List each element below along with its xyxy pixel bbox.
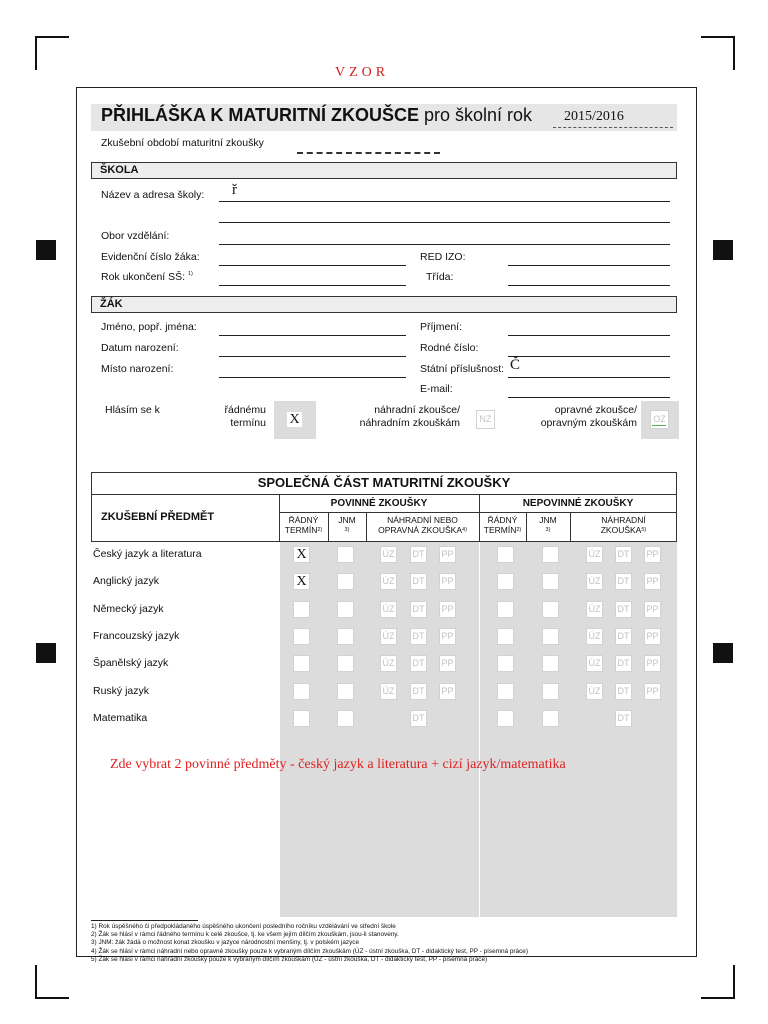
col-regular-term-line1: ŘÁDNÝ <box>288 515 319 525</box>
footnote-4: 4) Žák se hlásí v rámci náhradní nebo opravné zkoušky pouze k vybraným dílčím zkouškám (ÚZ - ústní zkouška, DT - didaktický test, PP - písemná práce) <box>91 948 528 955</box>
jnm-checkbox[interactable] <box>337 655 354 672</box>
footnote-divider <box>91 920 198 921</box>
opt-dt-checkbox[interactable]: DT <box>615 655 632 672</box>
regular-term-checkbox[interactable] <box>293 628 310 645</box>
birth-number-label: Rodné číslo: <box>420 342 479 354</box>
uz-checkbox[interactable]: ÚZ <box>380 546 397 563</box>
opt-regular-term-checkbox[interactable] <box>497 546 514 563</box>
col-opt-regular-line1: ŘÁDNÝ <box>487 515 518 525</box>
birth-date-label: Datum narození: <box>101 342 179 354</box>
subject-label: Anglický jazyk <box>93 575 159 587</box>
jnm-checkbox[interactable] <box>337 628 354 645</box>
uz-checkbox[interactable]: ÚZ <box>380 628 397 645</box>
opt-regular-term-checkbox[interactable] <box>497 710 514 727</box>
opt-regular-term-checkbox[interactable] <box>497 601 514 618</box>
repair-exam-line2: opravným zkouškám <box>540 417 637 429</box>
dt-checkbox[interactable]: DT <box>410 655 427 672</box>
regular-term-checkbox[interactable]: X <box>293 573 310 590</box>
regular-term-checkbox[interactable] <box>293 683 310 700</box>
opt-jnm-checkbox[interactable] <box>542 628 559 645</box>
col-opt-resit-line2 <box>570 525 677 535</box>
redizo-field[interactable] <box>508 265 670 266</box>
jnm-checkbox[interactable] <box>337 601 354 618</box>
regular-term-line2: termínu <box>230 417 266 429</box>
surname-field[interactable] <box>508 335 670 336</box>
opt-uz-checkbox[interactable]: ÚZ <box>586 546 603 563</box>
birth-date-field[interactable] <box>219 356 406 357</box>
citizenship-field[interactable] <box>508 377 670 378</box>
regular-term-line1: řádnému <box>224 404 266 416</box>
regular-term-checkbox[interactable]: X <box>286 411 303 428</box>
email-label: E-mail: <box>420 383 453 395</box>
subject-label: Německý jazyk <box>93 603 164 615</box>
registration-mark <box>36 643 56 663</box>
redizo-label: RED IZO: <box>420 251 466 263</box>
opt-uz-checkbox[interactable]: ÚZ <box>586 601 603 618</box>
opt-jnm-checkbox[interactable] <box>542 546 559 563</box>
student-number-field[interactable] <box>219 265 406 266</box>
dt-checkbox[interactable]: DT <box>410 573 427 590</box>
footnote-ref-1: 1) <box>187 271 193 277</box>
dt-checkbox[interactable]: DT <box>410 683 427 700</box>
opt-uz-checkbox[interactable]: ÚZ <box>586 573 603 590</box>
subject-column-header: ZKUŠEBNÍ PŘEDMĚT <box>101 511 215 523</box>
resit-exam-line1: náhradní zkoušce/ <box>374 404 460 416</box>
col-opt-regular-term <box>479 515 526 535</box>
oz-green-mark <box>652 425 666 426</box>
footnote-3: 3) JNM: žák žádá o možnost konat zkoušku v jazyce národnostní menšiny, tj. v polském jazyce <box>91 939 360 946</box>
repair-exam-line1: opravné zkoušce/ <box>554 404 637 416</box>
opt-dt-checkbox[interactable]: DT <box>615 573 632 590</box>
subject-label: Český jazyk a literatura <box>93 548 202 560</box>
uz-checkbox[interactable]: ÚZ <box>380 601 397 618</box>
footnote-ref-4: 4) <box>462 527 467 533</box>
field-of-study-field[interactable] <box>219 244 670 245</box>
section-school-heading: ŠKOLA <box>91 162 677 179</box>
exam-period-field[interactable] <box>297 149 440 154</box>
opt-pp-checkbox[interactable]: PP <box>644 655 661 672</box>
graduation-year-text: Rok ukončení SŠ: <box>101 271 186 283</box>
footnote-ref-3b: 3) <box>545 527 551 533</box>
optional-header: NEPOVINNÉ ZKOUŠKY <box>522 498 634 509</box>
registration-mark <box>713 643 733 663</box>
school-address-field[interactable] <box>219 222 670 223</box>
jnm-checkbox[interactable] <box>337 573 354 590</box>
regular-term-label <box>200 404 266 430</box>
pp-checkbox[interactable]: PP <box>439 683 456 700</box>
citizenship-label: Státní příslušnost: <box>420 363 505 375</box>
regular-term-checkbox[interactable] <box>293 655 310 672</box>
opt-regular-term-checkbox[interactable] <box>497 628 514 645</box>
citizenship-value: Č <box>510 357 521 373</box>
footnote-ref-2b: 2) <box>516 527 522 533</box>
opt-dt-checkbox[interactable]: DT <box>615 628 632 645</box>
mandatory-column-area <box>280 542 479 917</box>
col-opt-resit-line1: NÁHRADNÍ <box>601 515 646 525</box>
resit-exam-line2: náhradním zkouškám <box>359 417 460 429</box>
nz-checkbox[interactable]: NZ <box>476 410 495 429</box>
col-resit-line1: NÁHRADNÍ NEBO <box>387 515 458 525</box>
opt-uz-checkbox[interactable]: ÚZ <box>586 683 603 700</box>
opt-pp-checkbox[interactable]: PP <box>644 573 661 590</box>
uz-checkbox[interactable]: ÚZ <box>380 573 397 590</box>
regular-term-checkbox[interactable]: X <box>293 546 310 563</box>
opt-jnm-checkbox[interactable] <box>542 655 559 672</box>
common-part-title: SPOLEČNÁ ČÁST MATURITNÍ ZKOUŠKY <box>257 475 511 490</box>
opt-regular-term-checkbox[interactable] <box>497 573 514 590</box>
dt-checkbox[interactable]: DT <box>410 546 427 563</box>
graduation-year-field[interactable] <box>219 285 406 286</box>
opt-pp-checkbox[interactable]: PP <box>644 546 661 563</box>
opt-uz-checkbox[interactable]: ÚZ <box>586 628 603 645</box>
col-opt-regular-text: TERMÍN <box>483 525 517 535</box>
footnote-1: 1) Rok úspěšného či předpokládaného úspěšného ukončení posledního ročníku vzdělávání ve střední škole <box>91 923 396 930</box>
jnm-checkbox[interactable] <box>337 710 354 727</box>
col-jnm <box>328 515 366 535</box>
col-opt-jnm <box>526 515 570 535</box>
pp-checkbox[interactable]: PP <box>439 573 456 590</box>
uz-checkbox[interactable]: ÚZ <box>380 655 397 672</box>
surname-label: Příjmení: <box>420 321 463 333</box>
footnote-ref-2: 2) <box>317 527 323 533</box>
jnm-checkbox[interactable] <box>337 546 354 563</box>
crop-mark-bottom-left <box>35 965 69 999</box>
col-regular-term-text: TERMÍN <box>284 525 318 535</box>
subject-label: Matematika <box>93 712 148 724</box>
col-opt-resit-text: ZKOUŠKA <box>600 525 642 535</box>
section-student-heading: ŽÁK <box>91 296 677 313</box>
footnote-2: 2) Žák se hlásí v rámci řádného termínu k celé zkoušce, tj. ke všem jejím dílčím zkouškám, jsou-li stanoveny. <box>91 931 399 938</box>
opt-dt-checkbox[interactable]: DT <box>615 601 632 618</box>
uz-checkbox[interactable]: ÚZ <box>380 683 397 700</box>
opt-jnm-checkbox[interactable] <box>542 683 559 700</box>
registration-mark <box>713 240 733 260</box>
opt-pp-checkbox[interactable]: PP <box>644 628 661 645</box>
opt-dt-checkbox[interactable]: DT <box>615 683 632 700</box>
col-resit-line2 <box>366 525 479 535</box>
regular-term-checkbox[interactable] <box>293 710 310 727</box>
col-opt-regular-line2 <box>479 525 526 535</box>
repair-exam-label <box>515 404 637 430</box>
opt-regular-term-checkbox[interactable] <box>497 683 514 700</box>
school-name-value: ř <box>232 182 237 198</box>
col-resit <box>366 515 479 535</box>
table-rule <box>279 512 677 513</box>
registration-mark <box>36 240 56 260</box>
form-title-suffix: pro školní rok <box>424 105 533 125</box>
dt-checkbox[interactable]: DT <box>410 628 427 645</box>
opt-regular-term-checkbox[interactable] <box>497 655 514 672</box>
class-label: Třída: <box>426 271 454 283</box>
col-regular-term-line2 <box>279 525 328 535</box>
watermark-vzor: VZOR <box>335 65 390 80</box>
student-number-label: Evidenční číslo žáka: <box>101 251 200 263</box>
birth-number-field[interactable] <box>508 356 670 357</box>
col-resit-text: OPRAVNÁ ZKOUŠKA <box>378 525 463 535</box>
oz-checkbox[interactable]: OZ <box>650 410 669 429</box>
school-name-label: Název a adresa školy: <box>101 189 205 201</box>
school-year-value: 2015/2016 <box>564 109 624 124</box>
opt-pp-checkbox[interactable]: PP <box>644 683 661 700</box>
opt-pp-checkbox[interactable]: PP <box>644 601 661 618</box>
opt-uz-checkbox[interactable]: ÚZ <box>586 655 603 672</box>
graduation-year-label <box>101 271 193 283</box>
first-name-label: Jméno, popř. jména: <box>101 321 197 333</box>
col-opt-resit <box>570 515 677 535</box>
form-title <box>101 105 532 126</box>
col-jnm-text: JNM <box>338 515 356 525</box>
birth-place-label: Místo narození: <box>101 363 174 375</box>
dt-checkbox[interactable]: DT <box>410 601 427 618</box>
pp-checkbox[interactable]: PP <box>439 655 456 672</box>
subject-label: Španělský jazyk <box>93 657 169 669</box>
subject-label: Francouzský jazyk <box>93 630 180 642</box>
optional-column-area <box>480 542 677 917</box>
register-prefix: Hlásím se k <box>105 404 160 416</box>
opt-dt-checkbox[interactable]: DT <box>615 546 632 563</box>
footnote-5: 5) Žák se hlásí v rámci náhradní zkoušky pouze k vybraným dílčím zkouškám (ÚZ - ústní zkouška, DT - didaktický test, PP - písemná práce) <box>91 956 488 963</box>
opt-jnm-checkbox[interactable] <box>542 601 559 618</box>
opt-dt-checkbox[interactable]: DT <box>615 710 632 727</box>
col-regular-term <box>279 515 328 535</box>
opt-jnm-checkbox[interactable] <box>542 710 559 727</box>
pp-checkbox[interactable]: PP <box>439 628 456 645</box>
regular-term-checkbox[interactable] <box>293 601 310 618</box>
footnote-ref-5: 5) <box>641 527 647 533</box>
crop-mark-top-left <box>35 36 69 70</box>
resit-exam-label <box>340 404 460 430</box>
field-of-study-label: Obor vzdělání: <box>101 230 170 242</box>
crop-mark-top-right <box>701 36 735 70</box>
footnote-ref-3: 3) <box>344 527 350 533</box>
instruction-note: Zde vybrat 2 povinné předměty - český jazyk a literatura + cizí jazyk/matematika <box>110 757 566 772</box>
school-name-field[interactable] <box>219 201 670 202</box>
crop-mark-bottom-right <box>701 965 735 999</box>
email-field[interactable] <box>508 397 670 398</box>
pp-checkbox[interactable]: PP <box>439 546 456 563</box>
exam-period-label: Zkušební období maturitní zkoušky <box>101 137 264 149</box>
dt-checkbox[interactable]: DT <box>410 710 427 727</box>
mandatory-header: POVINNÉ ZKOUŠKY <box>330 498 428 509</box>
subject-label: Ruský jazyk <box>93 685 150 697</box>
jnm-checkbox[interactable] <box>337 683 354 700</box>
first-name-field[interactable] <box>219 335 406 336</box>
class-field[interactable] <box>508 285 670 286</box>
col-opt-jnm-text: JNM <box>539 515 557 525</box>
birth-place-field[interactable] <box>219 377 406 378</box>
opt-jnm-checkbox[interactable] <box>542 573 559 590</box>
form-title-main: PŘIHLÁŠKA K MATURITNÍ ZKOUŠCE <box>101 105 419 125</box>
pp-checkbox[interactable]: PP <box>439 601 456 618</box>
table-rule <box>91 494 677 495</box>
